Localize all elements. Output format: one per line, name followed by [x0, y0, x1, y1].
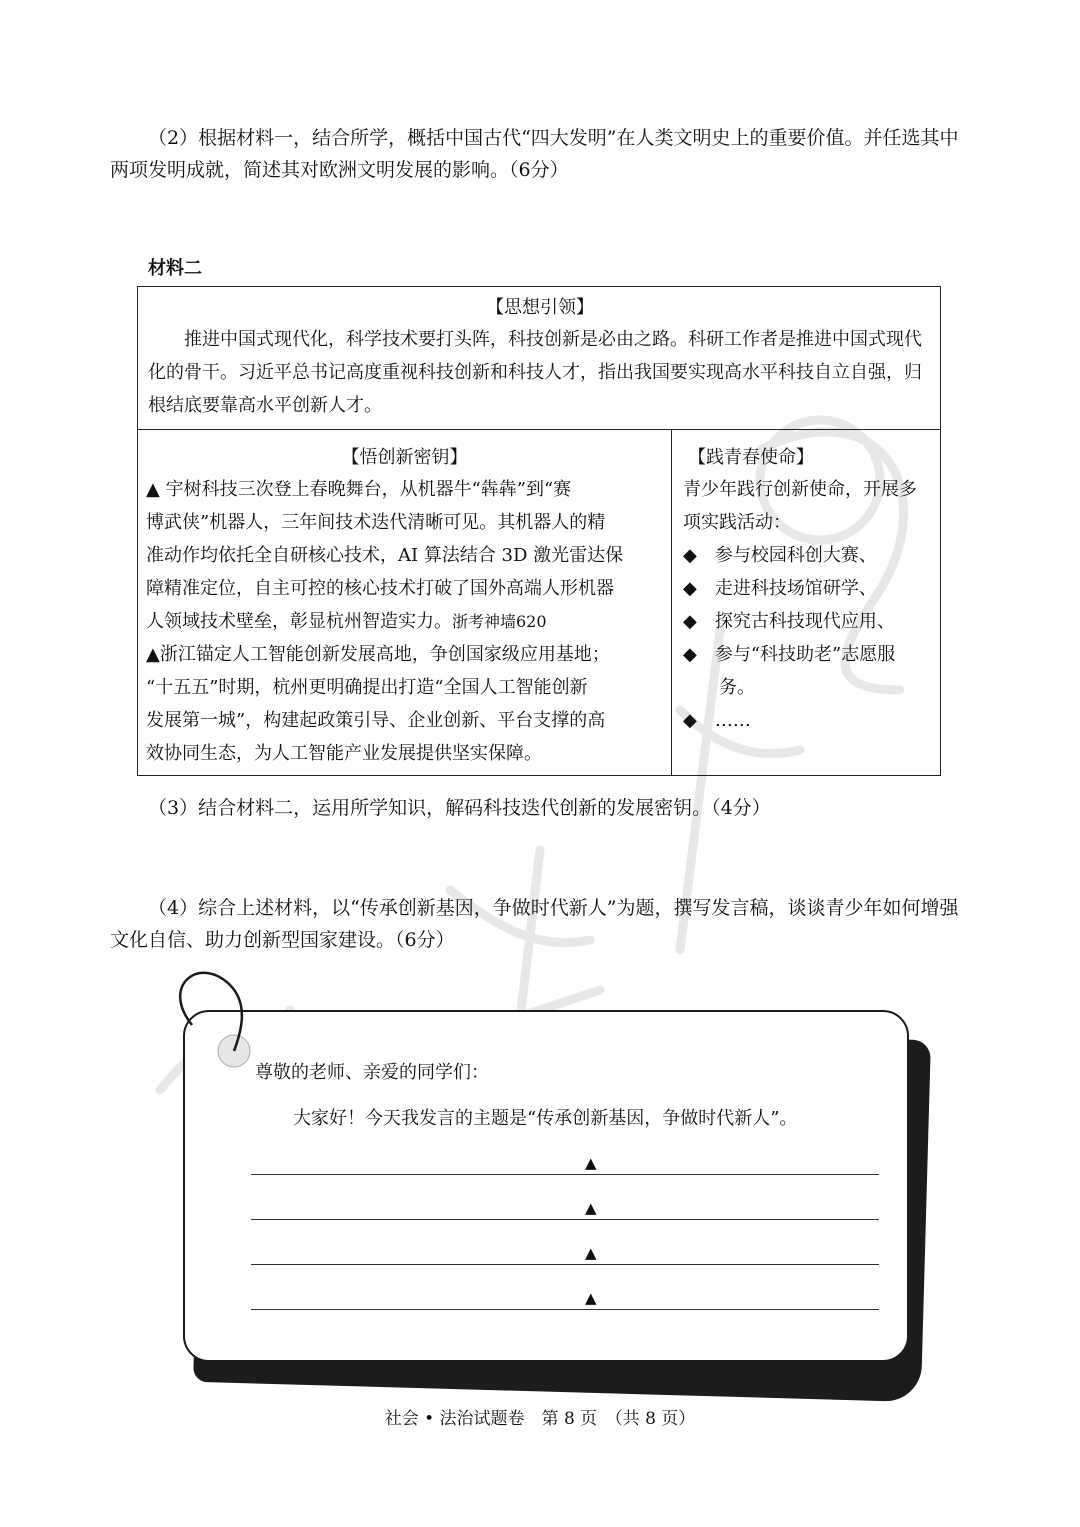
- answer-line[interactable]: [251, 1309, 879, 1310]
- question-4: [110, 892, 970, 956]
- innovation-line: [146, 605, 666, 638]
- innovation-line: ▲浙江锚定人工智能创新发展高地，争创国家级应用基地；: [146, 644, 610, 665]
- innovation-line-text: 人领域技术壁垒，彰显杭州智造实力。: [146, 611, 452, 632]
- question-3: [110, 792, 970, 824]
- binder-ring-icon: [140, 965, 260, 1075]
- innovation-line: ▲ 宇树科技三次登上春晚舞台，从机器牛“犇犇”到“赛: [146, 479, 572, 500]
- mission-item: ◆ 参与“科技助老”志愿服: [683, 644, 896, 665]
- section-mission-body: [683, 473, 938, 737]
- innovation-line: “十五五”时期，杭州更明确提出打造“全国人工智能创新: [146, 677, 588, 698]
- question-2-text: （2）根据材料一，结合所学，概括中国古代“四大发明”在人类文明史上的重要价值。并任选其中两项发明成就，简述其对欧洲文明发展的影响。（6分）: [110, 127, 959, 181]
- answer-line[interactable]: [251, 1174, 879, 1175]
- question-3-text: （3）结合材料二，运用所学知识，解码科技迭代创新的发展密钥。（4分）: [148, 797, 771, 819]
- mission-item: ◆ 参与校园科创大赛、: [683, 545, 877, 566]
- answer-mark: ▲: [585, 1154, 597, 1172]
- question-4-text: （4）综合上述材料，以“传承创新基因，争做时代新人”为题，撰写发言稿，谈谈青少年如何增强文化自信、助力创新型国家建设。（6分）: [110, 897, 959, 951]
- mission-item: ◆ 探究古科技现代应用、: [683, 611, 895, 632]
- mission-item: ◆ 走进科技场馆研学、: [683, 578, 877, 599]
- section-thought-body: 推进中国式现代化，科学技术要打头阵，科技创新是必由之路。科研工作者是推进中国式现代化的骨干。习近平总书记高度重视科技创新和科技人才，指出我国要实现高水平科技自立自强，归根结底要靠高水平创新人才。: [148, 329, 922, 416]
- mission-intro-line: 项实践活动：: [683, 512, 791, 533]
- section-innovation-title: 【悟创新密钥】: [341, 447, 468, 468]
- answer-mark: ▲: [585, 1199, 597, 1217]
- innovation-line: 障精准定位，自主可控的核心技术打破了国外高端人形机器: [146, 578, 614, 599]
- table-divider-vertical: [671, 429, 672, 775]
- speech-greeting: 尊敬的老师、亲爱的同学们：: [255, 1062, 489, 1083]
- mission-intro-line: 青少年践行创新使命，开展多: [683, 479, 917, 500]
- table-divider-horizontal: [138, 429, 940, 430]
- material-2-table: [137, 286, 941, 776]
- material-2-label: 材料二: [148, 258, 202, 279]
- question-2: [110, 122, 970, 186]
- speech-card: [183, 1010, 909, 1362]
- mission-item: ◆ ……: [683, 710, 751, 731]
- innovation-line: 准动作均依托全自研核心技术，AI 算法结合 3D 激光雷达保: [146, 545, 624, 566]
- answer-line[interactable]: [251, 1264, 879, 1265]
- mission-item: 务。: [683, 677, 755, 698]
- answer-mark: ▲: [585, 1289, 597, 1307]
- source-note: 浙考神墙620: [452, 612, 547, 631]
- answer-line[interactable]: [251, 1219, 879, 1220]
- section-innovation-body: [146, 473, 666, 770]
- innovation-line: 博武侠”机器人，三年间技术迭代清晰可见。其机器人的精: [146, 512, 606, 533]
- speech-opening: 大家好！今天我发言的主题是“传承创新基因，争做时代新人”。: [293, 1108, 798, 1129]
- page-footer: 社会 • 法治试题卷 第 8 页 （共 8 页）: [384, 1409, 696, 1429]
- innovation-line: 发展第一城”，构建起政策引导、企业创新、平台支撑的高: [146, 710, 606, 731]
- answer-mark: ▲: [585, 1244, 597, 1262]
- section-mission-title: 【践青春使命】: [688, 447, 814, 468]
- section-thought-title: 【思想引领】: [486, 297, 594, 318]
- innovation-line: 效协同生态，为人工智能产业发展提供坚实保障。: [146, 743, 542, 764]
